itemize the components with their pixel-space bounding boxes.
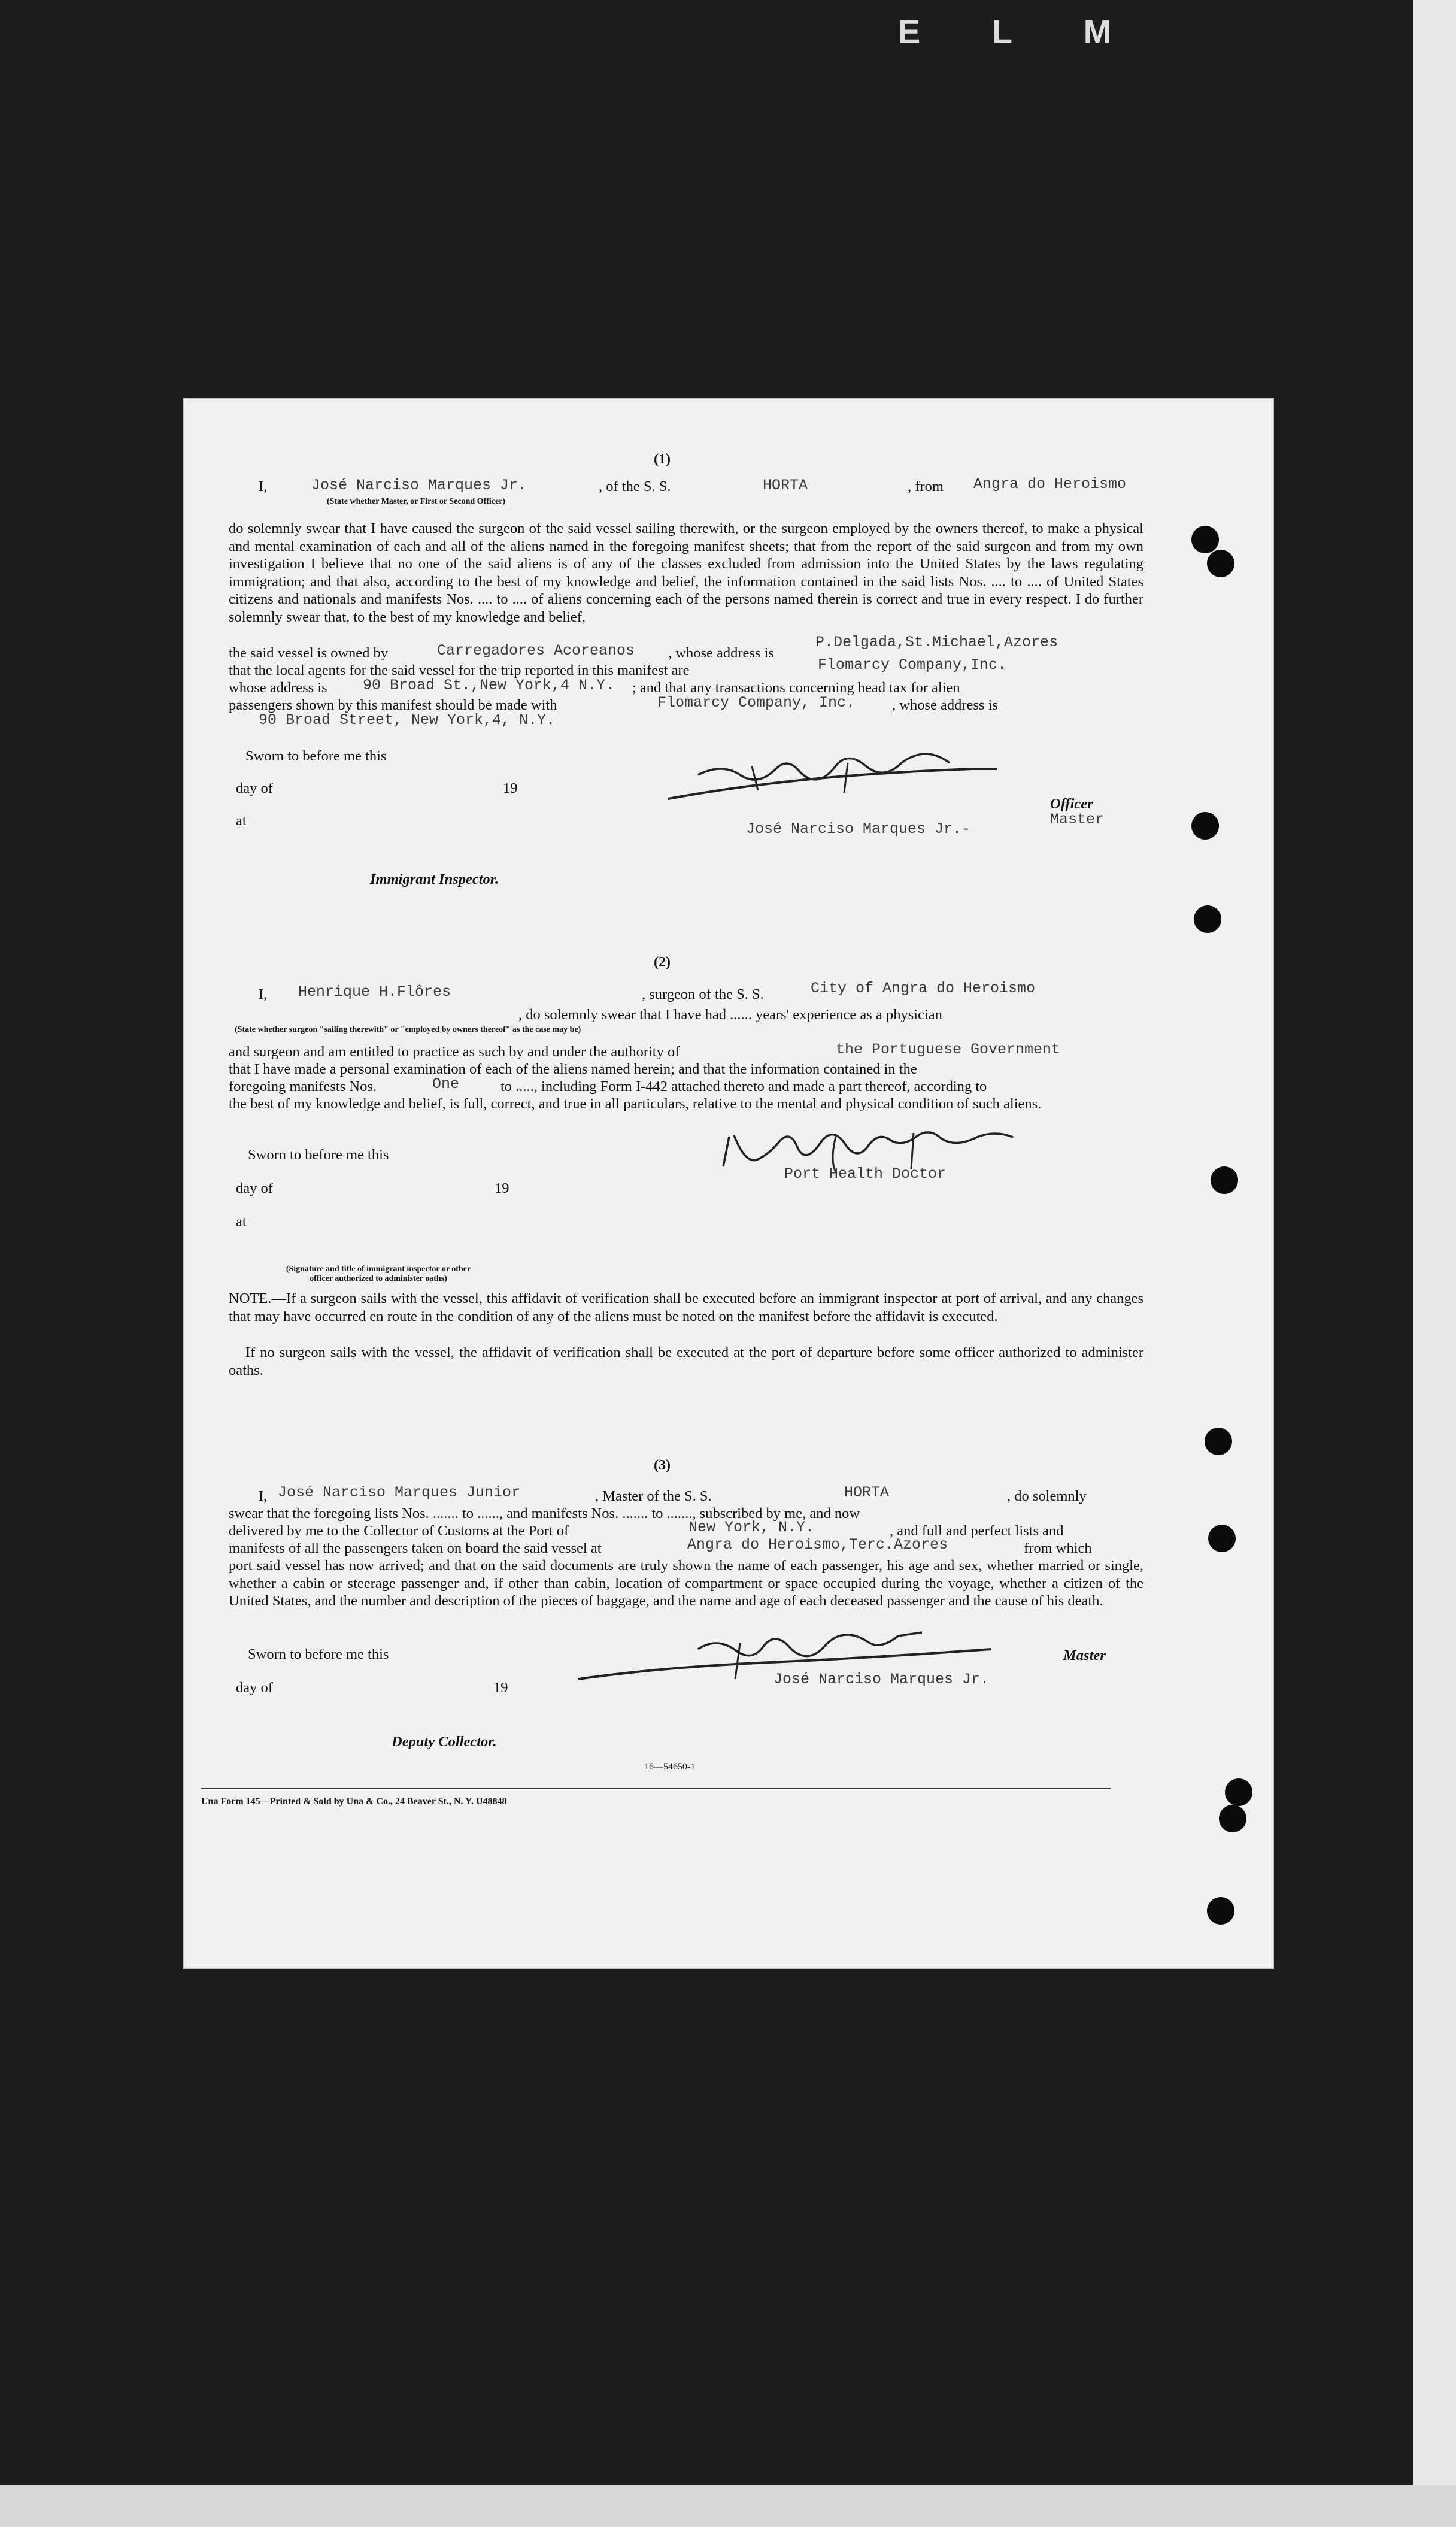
section-2-sig-caption: (Signature and title of immigrant inspector or other officer authorized to administer oaths)	[286, 1265, 471, 1283]
form-imprint: Una Form 145—Printed & Sold by Una & Co., 24 Beaver St., N. Y. U48848	[201, 1796, 507, 1807]
punch-hole	[1205, 1428, 1232, 1455]
section-2-authority: the Portuguese Government	[836, 1041, 1061, 1058]
section-1-sworn: Sworn to before me this	[245, 748, 387, 764]
section-2-sworn: Sworn to before me this	[248, 1147, 389, 1163]
section-1-from-label: , from	[908, 478, 944, 495]
section-1-head-tax-text: ; and that any transactions concerning head tax for alien	[632, 680, 960, 696]
section-1-owner: Carregadores Acoreanos	[437, 642, 635, 659]
section-2-body-3: the best of my knowledge and belief, is full, correct, and true in all particulars, relative to the mental and physical condition of such aliens.	[229, 1096, 1042, 1112]
section-1-from-port: Angra do Heroismo	[973, 475, 1127, 493]
punch-hole	[1191, 526, 1219, 553]
section-1-owner-address-label: , whose address is	[668, 645, 774, 661]
section-3-taken-label: manifests of all the passengers taken on board the said vessel at	[229, 1540, 602, 1556]
section-3-delivered-tail: , and full and perfect lists and	[890, 1523, 1064, 1539]
footer-rule	[201, 1788, 1111, 1789]
section-1-state-note: (State whether Master, or First or Second Officer)	[327, 497, 506, 506]
section-3-i: I,	[259, 1488, 268, 1504]
section-1-at: at	[236, 813, 247, 829]
section-2-surgeon-name: Henrique H.Flôres	[298, 983, 451, 1001]
section-2-year: 19	[495, 1180, 509, 1196]
punch-hole	[1219, 1805, 1246, 1832]
section-2-body-2: that I have made a personal examination of each of the aliens named herein; and that the information contained in the	[229, 1061, 917, 1077]
punch-hole	[1194, 905, 1221, 933]
section-1-agents: Flomarcy Company,Inc.	[818, 656, 1007, 674]
section-2-manifest-to-text: to ....., including Form I-442 attached thereto and made a part thereof, according to	[500, 1078, 987, 1095]
section-3-delivered-label: delivered by me to the Collector of Customs at the Port of	[229, 1523, 569, 1539]
section-2-note-2: If no surgeon sails with the vessel, the affidavit of verification shall be executed at the port of departure before some officer authorized to administer oaths.	[229, 1344, 1143, 1378]
section-2-day: day of	[236, 1180, 273, 1196]
section-1-passengers-label: passengers shown by this manifest should be made with	[229, 697, 557, 713]
section-1-number: (1)	[654, 452, 671, 467]
film-border-right	[1413, 0, 1456, 2527]
section-2-manifests-label: foregoing manifests Nos.	[229, 1078, 377, 1095]
section-2-surgeon-of: , surgeon of the S. S.	[642, 986, 764, 1002]
punch-hole	[1207, 550, 1234, 577]
section-3-taken-port: Angra do Heroismo,Terc.Azores	[687, 1536, 948, 1553]
section-3-day: day of	[236, 1680, 273, 1696]
section-1-officer-label: Officer	[1050, 796, 1093, 812]
section-1-head-tax-agent: Flomarcy Company, Inc.	[657, 694, 856, 711]
section-3-master-label: Master	[1063, 1647, 1106, 1664]
section-3-number: (3)	[654, 1458, 671, 1473]
manifest-affidavit-page	[183, 398, 1274, 1969]
punch-hole	[1211, 1166, 1238, 1194]
section-1-agents-address: 90 Broad St.,New York,4 N.Y.	[363, 677, 615, 694]
section-3-collector-caption: Deputy Collector.	[392, 1734, 497, 1750]
section-1-of-ss: , of the S. S.	[599, 478, 671, 495]
section-1-head-tax-address-label: , whose address is	[892, 697, 998, 713]
punch-hole	[1191, 812, 1219, 840]
section-1-owned-by-label: the said vessel is owned by	[229, 645, 389, 661]
section-1-day: day of	[236, 780, 273, 796]
section-3-year: 19	[493, 1680, 508, 1696]
punch-hole	[1208, 1525, 1236, 1552]
section-1-year: 19	[503, 780, 518, 796]
section-2-note-label: NOTE.	[229, 1290, 272, 1307]
section-3-port: New York, N.Y.	[688, 1519, 815, 1536]
form-code: 16—54650-1	[644, 1762, 696, 1772]
section-2-note-1	[229, 1290, 1143, 1325]
section-1-body: do solemnly swear that I have caused the surgeon of the said vessel sailing therewith, or the surgeon employed by the owners thereof, to make a physical and mental examination of each and all of the aliens named in the foregoing manifest sheets; that from the report of the said surgeon and from my own investigation I believe that no one of the said aliens is of any of the classes excluded from admission into the United States by the laws regulating immigration; and that also, according to the best of my knowledge and belief, the information contained in the said lists Nos. .... to .... of United States citizens and nationals and manifests Nos. .... to .... of aliens concerning each of the persons named therein is correct and true in every respect. I do further solemnly swear that, to the best of my knowledge and belief,	[229, 520, 1143, 625]
film-edge-marks: E L M	[898, 13, 1143, 50]
section-1-vessel: HORTA	[763, 477, 808, 494]
punch-hole	[1225, 1778, 1252, 1806]
section-1-whose-address-label: whose address is	[229, 680, 327, 696]
section-1-owner-address: P.Delgada,St.Michael,Azores	[815, 634, 1058, 651]
section-2-line-2: , do solemnly swear that I have had ...... years' experience as a physician	[518, 1007, 942, 1023]
section-2-state-note: (State whether surgeon "sailing therewith" or "employed by owners thereof" as the case may be)	[235, 1025, 581, 1034]
section-2-i: I,	[259, 986, 268, 1002]
section-2-manifest-from: One	[432, 1075, 460, 1093]
section-2-authority-label: and surgeon and am entitled to practice as such by and under the authority of	[229, 1044, 680, 1060]
section-1-master-name: José Narciso Marques Jr.	[311, 477, 527, 494]
section-1-i: I,	[259, 478, 268, 495]
section-1-inspector-caption: Immigrant Inspector.	[370, 871, 499, 887]
punch-hole	[1207, 1897, 1234, 1925]
section-1-master-signature	[662, 745, 1045, 811]
film-border-bottom	[0, 2485, 1456, 2527]
section-3-master-name: José Narciso Marques Junior	[278, 1484, 521, 1501]
section-1-master-label: Master	[1050, 811, 1105, 828]
section-2-note-text: —If a surgeon sails with the vessel, this affidavit of verification shall be executed before an immigrant inspector at port of arrival, and any changes that may have occurred en route in the condition of any of the aliens must be noted on the manifest before the affidavit is executed.	[229, 1290, 1143, 1325]
section-3-line-2: swear that the foregoing lists Nos. ....... to ......, and manifests Nos. ....... to ......., subscribed by me, and now	[229, 1505, 860, 1522]
section-2-vessel: City of Angra do Heroismo	[811, 980, 1036, 997]
section-2-number: (2)	[654, 955, 671, 970]
section-3-body: port said vessel has now arrived; and that on the said documents are truly shown the name of each passenger, his age and sex, whether married or single, whether a cabin or steerage passenger and, if other than cabin, location of compartment or space occupied during the voyage, whether a citizen of the United States, and the number and description of the pieces of baggage, and the name and age of each deceased passenger and the cause of his death.	[229, 1558, 1143, 1609]
section-3-sworn: Sworn to before me this	[248, 1646, 389, 1662]
section-3-vessel: HORTA	[844, 1484, 890, 1501]
section-1-agents-label: that the local agents for the said vessel for the trip reported in this manifest are	[229, 662, 690, 678]
section-2-at: at	[236, 1214, 247, 1230]
section-3-master-of: , Master of the S. S.	[595, 1488, 712, 1504]
section-3-solemnly: , do solemnly	[1007, 1488, 1087, 1504]
section-1-head-tax-address: 90 Broad Street, New York,4, N.Y.	[259, 711, 556, 729]
section-2-typed-title: Port Health Doctor	[784, 1165, 947, 1183]
section-1-typed-signature: José Narciso Marques Jr.-	[746, 820, 971, 838]
section-3-taken-tail: from which	[1024, 1540, 1092, 1556]
section-3-typed-signature: José Narciso Marques Jr.	[774, 1671, 990, 1688]
